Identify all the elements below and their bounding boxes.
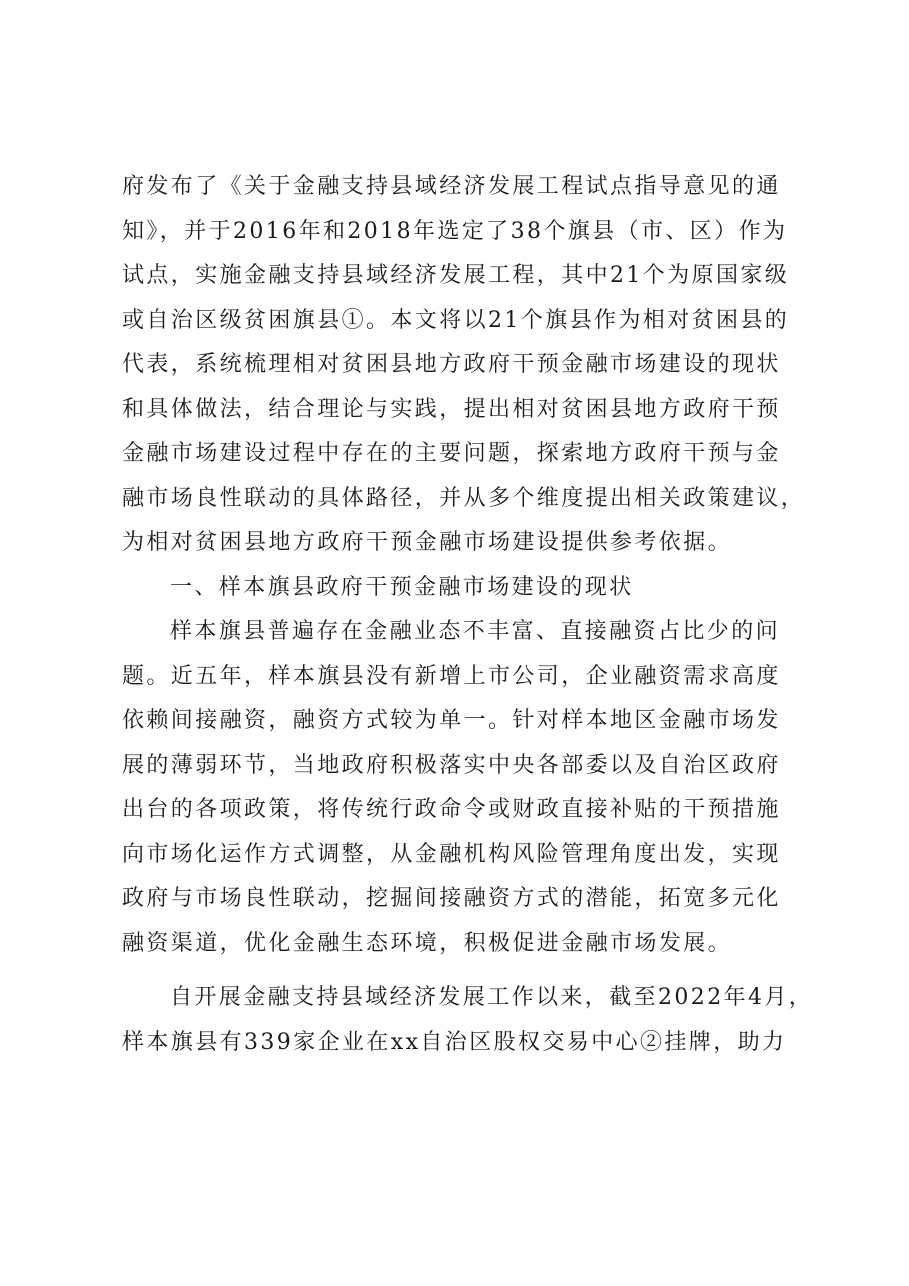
text-line: 自开展金融支持县域经济发展工作以来，截至2022年4月，: [170, 985, 814, 1010]
paragraph-1: [122, 165, 806, 566]
section-heading: 一、样本旗县政府干预金融市场建设的现状: [170, 574, 634, 600]
text-line: 样本旗县有339家企业在xx自治区股权交易中心②挂牌，助力: [122, 1029, 787, 1055]
text-line: 融市场良性联动的具体路径，并从多个维度提出相关政策建议，: [122, 485, 806, 511]
paragraph-3: [122, 976, 814, 1065]
text-line: 政府与市场良性联动，挖掘间接融资方式的潜能，拓宽多元化: [122, 886, 781, 911]
text-line: 代表，系统梳理相对贫困县地方政府干预金融市场建设的现状: [122, 352, 781, 377]
paragraph-spacer: [122, 966, 802, 976]
text-line: 府发布了《关于金融支持县域经济发展工程试点指导意见的通: [122, 174, 781, 199]
text-line: 为相对贫困县地方政府干预金融市场建设提供参考依据。: [122, 530, 733, 555]
text-line: 知》，并于2016年和2018年选定了38个旗县（市、区）作为: [122, 218, 788, 244]
text-line: 向市场化运作方式调整，从金融机构风险管理角度出发，实现: [122, 841, 781, 867]
text-line: 和具体做法，结合理论与实践，提出相对贫困县地方政府干预: [122, 396, 781, 422]
text-line: 依赖间接融资，融资方式较为单一。针对样本地区金融市场发: [122, 708, 781, 733]
text-line: 出台的各项政策，将传统行政命令或财政直接补贴的干预措施: [122, 797, 781, 822]
paragraph-2: [122, 610, 802, 966]
text-line: 融资渠道，优化金融生态环境，积极促进金融市场发展。: [122, 930, 733, 956]
text-line: 或自治区级贫困旗县①。本文将以21个旗县作为相对贫困县的: [122, 307, 790, 333]
document-body: [122, 165, 814, 1065]
text-line: 金融市场建设过程中存在的主要问题，探索地方政府干预与金: [122, 441, 781, 466]
text-line: 题。近五年，样本旗县没有新增上市公司，企业融资需求高度: [122, 663, 781, 689]
text-line: 试点，实施金融支持县域经济发展工程，其中21个为原国家级: [122, 263, 790, 288]
text-line: 展的薄弱环节，当地政府积极落实中央各部委以及自治区政府: [122, 752, 781, 778]
text-line: 样本旗县普遍存在金融业态不丰富、直接融资占比少的问: [170, 619, 781, 644]
